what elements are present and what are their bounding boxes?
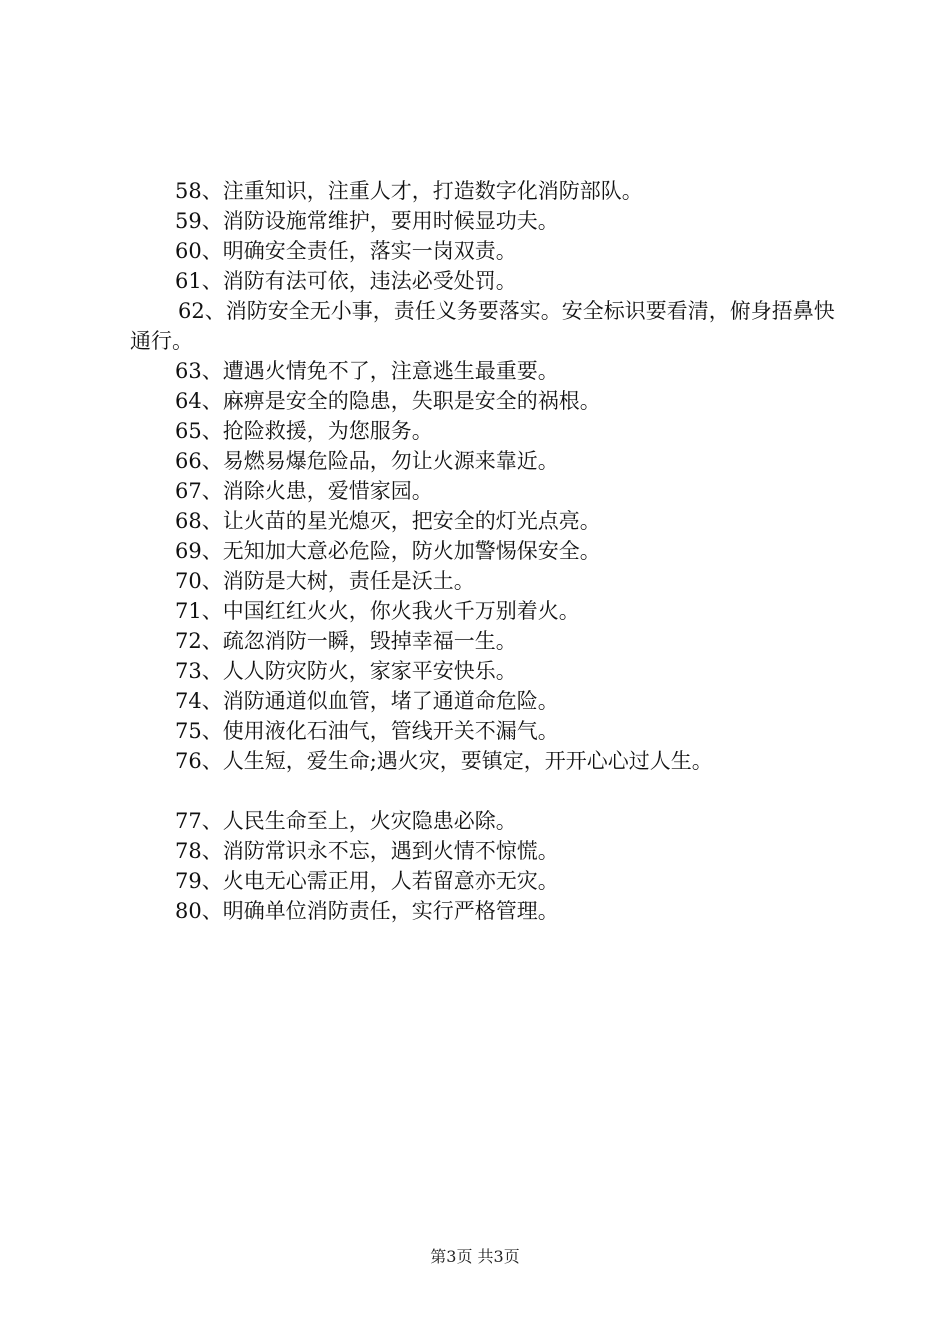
list-item: 80、明确单位消防责任，实行严格管理。: [175, 899, 559, 923]
page-footer: 第3页 共3页: [430, 1247, 520, 1266]
paragraph-gap: [130, 776, 850, 806]
list-item: 63、遭遇火情免不了，注意逃生最重要。: [175, 359, 559, 383]
list-item: 74、消防通道似血管，堵了通道命危险。: [175, 689, 559, 713]
list-item: 78、消防常识永不忘，遇到火情不惊慌。: [175, 839, 559, 863]
list-item: 58、注重知识，注重人才，打造数字化消防部队。: [175, 179, 643, 203]
list-item: 61、消防有法可依，违法必受处罚。: [175, 269, 517, 293]
list-item: 71、中国红红火火，你火我火千万别着火。: [175, 599, 580, 623]
list-item: 62、消防安全无小事，责任义务要落实。安全标识要看清，俯身捂鼻快通行。: [130, 299, 835, 353]
list-item: 59、消防设施常维护，要用时候显功夫。: [175, 209, 559, 233]
list-item: 72、疏忽消防一瞬，毁掉幸福一生。: [175, 629, 517, 653]
list-item: 64、麻痹是安全的隐患，失职是安全的祸根。: [175, 389, 601, 413]
list-item: 67、消除火患，爱惜家园。: [175, 479, 433, 503]
list-item: 60、明确安全责任，落实一岗双责。: [175, 239, 517, 263]
list-item: 68、让火苗的星光熄灭，把安全的灯光点亮。: [175, 509, 601, 533]
list-item: 76、人生短，爱生命;遇火灾，要镇定，开开心心过人生。: [175, 749, 713, 773]
list-item: 70、消防是大树，责任是沃土。: [175, 569, 475, 593]
list-item: 75、使用液化石油气，管线开关不漏气。: [175, 719, 559, 743]
slogan-list: [130, 176, 850, 926]
list-item: 73、人人防灾防火，家家平安快乐。: [175, 659, 517, 683]
list-item: 77、人民生命至上，火灾隐患必除。: [175, 809, 517, 833]
list-item: 69、无知加大意必危险，防火加警惕保安全。: [175, 539, 601, 563]
list-item: 65、抢险救援，为您服务。: [175, 419, 433, 443]
list-item: 66、易燃易爆危险品，勿让火源来靠近。: [175, 449, 559, 473]
list-item: 79、火电无心需正用，人若留意亦无灾。: [175, 869, 559, 893]
